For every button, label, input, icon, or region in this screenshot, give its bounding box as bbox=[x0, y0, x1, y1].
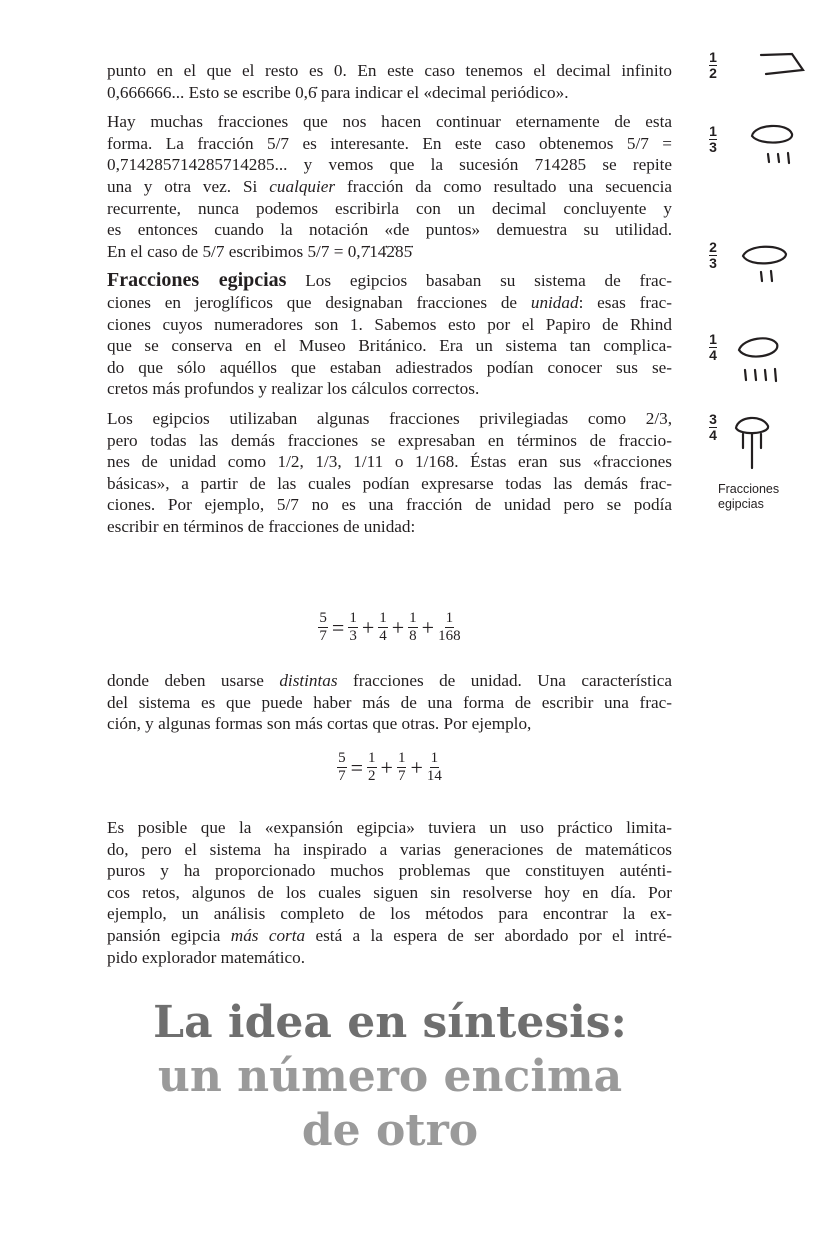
denominator: 4 bbox=[379, 628, 387, 644]
paragraph bbox=[107, 408, 672, 538]
numerator: 1 bbox=[349, 610, 357, 626]
text-line bbox=[107, 670, 672, 692]
numerator: 1 bbox=[368, 750, 376, 766]
body-text-top bbox=[107, 60, 672, 545]
text-span: do que sólo aquéllos que estaban adiestrados podían conocer sus se- bbox=[107, 357, 672, 377]
text-line bbox=[107, 860, 672, 882]
denominator: 4 bbox=[709, 347, 717, 363]
denominator: 3 bbox=[709, 139, 717, 155]
body-text-middle bbox=[107, 670, 672, 743]
fraction bbox=[367, 750, 377, 785]
plus-sign: + bbox=[380, 754, 393, 780]
denominator: 7 bbox=[319, 628, 327, 644]
text-span: En el caso de 5/7 escribimos 5/7 = 0,7̇14̇2̇85̇ bbox=[107, 241, 413, 261]
sidebar-fraction-label bbox=[706, 240, 720, 271]
text-span: cos retos, algunos de los cuales siguen sin resolverse hoy en día. Por bbox=[107, 882, 672, 902]
plus-sign: + bbox=[410, 754, 423, 780]
text-span: es entonces cuando la notación «de puntos» demuestra su utilidad. bbox=[107, 220, 672, 240]
text-span: pero todas las demás fracciones se expresaban en términos de fraccio- bbox=[107, 430, 672, 450]
paragraph bbox=[107, 111, 672, 262]
denominator: 2 bbox=[368, 768, 376, 784]
text-span: puros y ha proporcionado muchos problemas que constituyen auténti- bbox=[107, 861, 672, 881]
text-span: que se conserva en el Museo Británico. Era un sistema tan complica- bbox=[107, 336, 672, 356]
sidebar-fraction-label bbox=[706, 124, 720, 155]
fraction bbox=[337, 750, 347, 785]
sidebar-fraction-label bbox=[706, 332, 720, 363]
text-span: forma. La fracción 5/7 es interesante. En este caso obtenemos 5/7 = bbox=[107, 133, 672, 153]
text-line bbox=[107, 335, 672, 357]
denominator: 14 bbox=[426, 768, 442, 784]
synthesis-title-line2: un número encima bbox=[157, 1051, 623, 1102]
fraction bbox=[397, 750, 407, 785]
text-span: fracciones de unidad. Una característica bbox=[337, 671, 672, 690]
fraction bbox=[348, 610, 358, 645]
text-line bbox=[107, 357, 672, 379]
text-line bbox=[107, 451, 672, 473]
text-span: : esas frac- bbox=[578, 292, 672, 312]
synthesis-title-line3: de otro bbox=[301, 1105, 479, 1156]
numerator: 5 bbox=[319, 610, 327, 626]
text-line bbox=[107, 903, 672, 925]
half-hieroglyph-icon bbox=[758, 50, 806, 80]
text-span: ejemplo, un análisis completo de los métodos para encontrar la ex- bbox=[107, 904, 672, 924]
fraction bbox=[427, 750, 442, 785]
text-line bbox=[107, 176, 672, 198]
text-span: está a la espera de ser abordado por el intré- bbox=[305, 925, 672, 945]
equals-sign: = bbox=[331, 614, 345, 640]
quarter-hieroglyph-icon bbox=[735, 332, 785, 384]
synthesis-title-line1: La idea en síntesis: bbox=[153, 997, 627, 1048]
text-span: básicas», a partir de las cuales podían expresarse todas las demás frac- bbox=[107, 473, 672, 493]
text-line bbox=[107, 292, 672, 314]
denominator: 7 bbox=[338, 768, 346, 784]
text-line bbox=[107, 494, 672, 516]
numerator: 3 bbox=[709, 411, 717, 427]
numerator: 1 bbox=[430, 750, 439, 766]
text-span: más corta bbox=[230, 925, 306, 945]
caption-line: egipcias bbox=[718, 497, 764, 511]
text-span: escribir en términos de fracciones de unidad: bbox=[107, 516, 416, 536]
numerator: 1 bbox=[397, 750, 406, 766]
two-thirds-hieroglyph-icon bbox=[740, 240, 790, 286]
text-line bbox=[107, 219, 672, 241]
text-span: 0,666666... Esto se escribe 0,6̇ para indicar el «decimal periódico». bbox=[107, 82, 569, 102]
paragraph bbox=[107, 270, 672, 400]
third-hieroglyph-icon bbox=[748, 120, 798, 166]
text-span: Es posible que la «expansión egipcia» tuviera un uso práctico limita- bbox=[107, 818, 672, 837]
numerator: 1 bbox=[709, 49, 717, 65]
text-span: 0,714285714285714285... y vemos que la sucesión 714285 se repite bbox=[107, 155, 672, 175]
denominator: 2 bbox=[709, 65, 717, 81]
numerator: 1 bbox=[409, 610, 417, 626]
fraction bbox=[378, 610, 388, 645]
plus-sign: + bbox=[361, 614, 375, 640]
text-span: ciones en jeroglíficos que designaban fracciones de bbox=[107, 292, 531, 312]
numerator: 1 bbox=[709, 331, 717, 347]
text-line bbox=[107, 713, 672, 735]
text-line bbox=[107, 198, 672, 220]
text-span: cualquier bbox=[269, 176, 336, 196]
text-span: ción, y algunas formas son más cortas que otras. Por ejemplo, bbox=[107, 714, 532, 734]
text-span: ciones cuyos numeradores son 1. Sabemos esto por el Papiro de Rhind bbox=[107, 314, 672, 334]
caption-line: Fracciones bbox=[718, 482, 780, 496]
text-line bbox=[107, 154, 672, 176]
formula-5-7-three-terms bbox=[107, 750, 672, 785]
text-span: fracción da como resultado una secuencia bbox=[335, 176, 672, 196]
text-span: Los egipcios utilizaban algunas fracciones privilegiadas como 2/3, bbox=[107, 408, 672, 428]
text-line bbox=[107, 270, 672, 292]
text-line bbox=[107, 947, 672, 969]
text-line bbox=[107, 516, 672, 538]
equals-sign: = bbox=[350, 754, 364, 780]
text-line bbox=[107, 692, 672, 714]
denominator: 3 bbox=[709, 255, 717, 271]
text-line bbox=[107, 839, 672, 861]
fraction bbox=[318, 610, 328, 645]
three-quarters-hieroglyph-icon bbox=[730, 412, 774, 472]
text-span: donde deben usarse bbox=[107, 671, 280, 690]
text-span: Hay muchas fracciones que nos hacen continuar eternamente de esta bbox=[107, 112, 672, 132]
numerator: 1 bbox=[379, 610, 387, 626]
text-span: una y otra vez. Si bbox=[107, 176, 270, 196]
body-text-bottom bbox=[107, 817, 672, 976]
text-line bbox=[107, 430, 672, 452]
numerator: 1 bbox=[709, 123, 717, 139]
text-span: cretos más profundos y realizar los cálculos correctos. bbox=[107, 379, 480, 399]
text-span: unidad bbox=[530, 292, 579, 312]
text-line bbox=[107, 882, 672, 904]
text-line bbox=[107, 60, 672, 82]
text-line bbox=[107, 817, 672, 839]
denominator: 3 bbox=[349, 628, 357, 644]
numerator: 2 bbox=[709, 239, 717, 255]
sidebar-caption bbox=[718, 482, 779, 512]
text-line bbox=[107, 111, 672, 133]
paragraph bbox=[107, 60, 672, 103]
numerator: 5 bbox=[338, 750, 346, 766]
text-line bbox=[107, 408, 672, 430]
text-span: ciones. Por ejemplo, 5/7 no es una fracción de unidad pero se podía bbox=[107, 495, 672, 515]
denominator: 8 bbox=[409, 628, 417, 644]
text-span: Los egipcios basaban su sistema de frac- bbox=[286, 271, 672, 291]
formula-5-7-four-terms bbox=[107, 610, 672, 645]
text-line bbox=[107, 82, 672, 104]
text-line bbox=[107, 378, 672, 400]
text-span: pido explorador matemático. bbox=[107, 947, 306, 967]
plus-sign: + bbox=[391, 614, 405, 640]
text-span: punto en el que el resto es 0. En este caso tenemos el decimal infinito bbox=[107, 61, 672, 80]
sidebar-fraction-label bbox=[706, 412, 720, 443]
paragraph bbox=[107, 670, 672, 735]
text-line bbox=[107, 473, 672, 495]
text-span: pansión egipcia bbox=[107, 925, 231, 945]
denominator: 4 bbox=[709, 427, 717, 443]
fraction bbox=[438, 610, 461, 645]
text-span: nes de unidad como 1/2, 1/3, 1/11 o 1/168. Éstas eran sus «fracciones bbox=[107, 452, 672, 472]
text-line bbox=[107, 241, 672, 263]
numerator: 1 bbox=[445, 610, 454, 626]
text-span: recurrente, nunca podemos escribirla con un decimal concluyente y bbox=[107, 198, 672, 218]
section-heading: Fracciones egipcias bbox=[107, 269, 287, 292]
text-line bbox=[107, 133, 672, 155]
denominator: 7 bbox=[397, 768, 406, 784]
text-span: do, pero el sistema ha inspirado a varias generaciones de matemáticos bbox=[107, 839, 672, 859]
fraction bbox=[408, 610, 418, 645]
text-line bbox=[107, 314, 672, 336]
denominator: 168 bbox=[438, 628, 461, 644]
paragraph bbox=[107, 817, 672, 968]
text-span: distintas bbox=[279, 671, 338, 690]
text-span: del sistema es que puede haber más de una forma de escribir una frac- bbox=[107, 692, 672, 712]
sidebar-fraction-label bbox=[706, 50, 720, 81]
plus-sign: + bbox=[421, 614, 435, 640]
text-line bbox=[107, 925, 672, 947]
